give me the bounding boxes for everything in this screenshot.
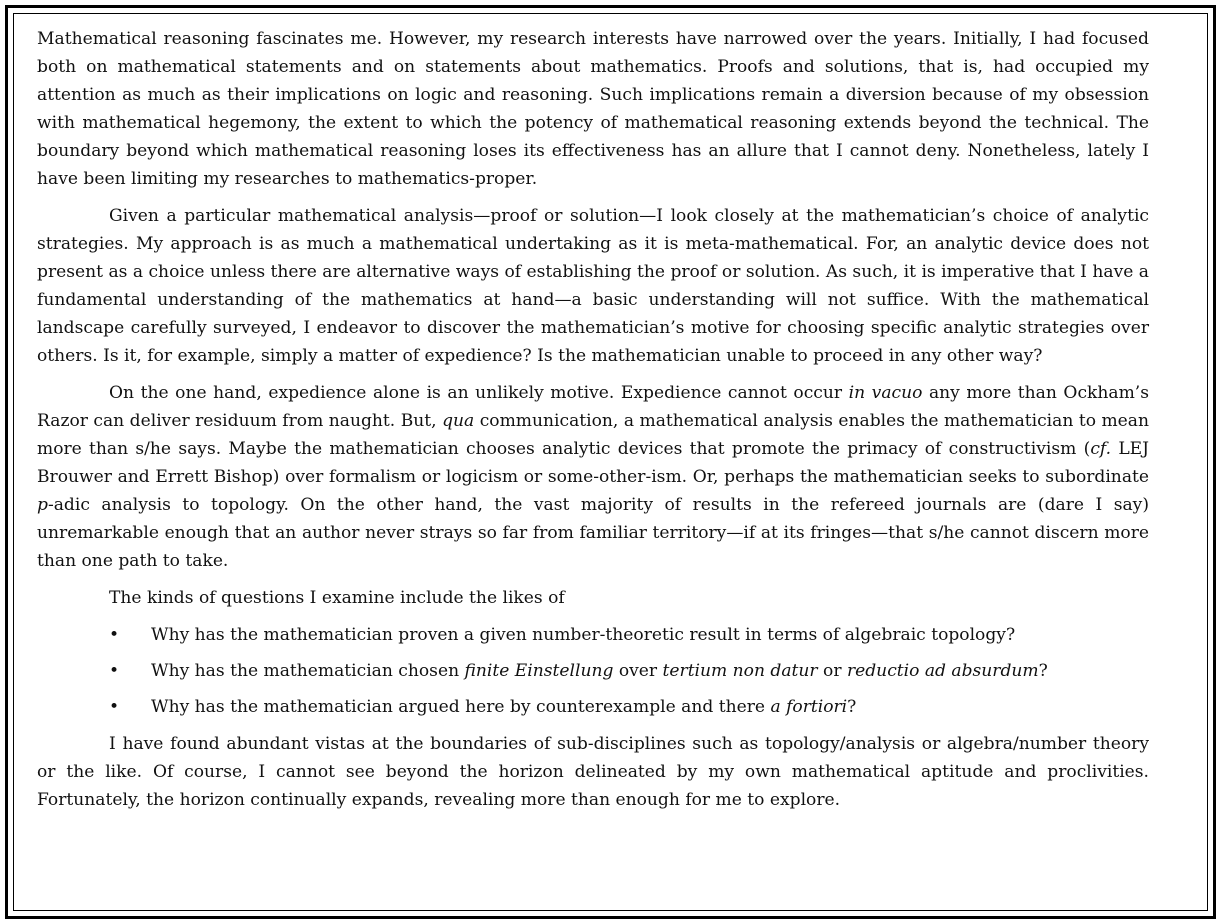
bullet-icon: •	[109, 625, 120, 645]
paragraph-3-italic-1: in vacuo	[848, 383, 923, 403]
question-2-text-3: or	[817, 661, 847, 681]
question-2-text-4: ?	[1038, 661, 1048, 681]
paragraph-4: The kinds of questions I examine include the likes of	[109, 588, 565, 608]
question-2-italic-2: tertium non datur	[662, 661, 818, 681]
question-2-italic-3: reductio ad absurdum	[846, 661, 1039, 681]
question-1-text: Why has the mathematician proven a given number-theoretic result in terms of algebraic topology?	[151, 625, 1016, 645]
question-list	[37, 621, 1149, 721]
paragraph-2: Given a particular mathematical analysis—proof or solution—I look closely at the mathematician’s choice of analytic strategies. My approach is as much a mathematical undertaking as it is meta-mathematical. For, an analytic device does not present as a choice unless there are alternative ways of establishing the proof or solution. As such, it is imperative that I have a fundamental understanding of the mathematics at hand—a basic understanding will not suffice. With the mathematical landscape carefully surveyed, I endeavor to discover the mathematician’s motive for choosing specific analytic strategies over others. Is it, for example, simply a matter of expedience? Is the mathematician unable to proceed in any other way?	[37, 206, 1149, 366]
paragraph-3-text-5: -adic analysis to topology. On the other hand, the vast majority of results in the refereed journals are (dare I say) unremarkable enough that an author never strays so far from familiar territory—if at its fringes—that s/he cannot discern more than one path to take.	[37, 495, 1149, 571]
question-3-text-1: Why has the mathematician argued here by counterexample and there	[151, 697, 771, 717]
paragraph-3-italic-4: p	[37, 495, 48, 515]
bullet-icon: •	[109, 697, 120, 717]
list-item	[37, 693, 1149, 721]
paragraph-3-text-3: communication, a mathematical analysis enables the mathematician to mean more than s/he says. Maybe the mathematician chooses analytic devices that promote the primacy of constructivism (	[37, 411, 1149, 459]
paragraph-3-text-4: LEJ Brouwer and Errett Bishop) over formalism or logicism or some-other-ism. Or, perhaps the mathematician seeks to subordinate	[37, 439, 1149, 487]
research-statement	[37, 25, 1149, 823]
paragraph-3-text-1: On the one hand, expedience alone is an unlikely motive. Expedience cannot occur	[109, 383, 849, 403]
paragraph-1: Mathematical reasoning fascinates me. However, my research interests have narrowed over the years. Initially, I had focused both on mathematical statements and on statements about mathematics. Proofs and solutions, that is, had occupied my attention as much as their implications on logic and reasoning. Such implications remain a diversion because of my obsession with mathematical hegemony, the extent to which the potency of mathematical reasoning extends beyond the technical. The boundary beyond which mathematical reasoning loses its effectiveness has an allure that I cannot deny. Nonetheless, lately I have been limiting my researches to mathematics-proper.	[37, 29, 1149, 189]
question-2-text-2: over	[613, 661, 663, 681]
list-item	[37, 657, 1149, 685]
paragraph-5: I have found abundant vistas at the boundaries of sub-disciplines such as topology/analysis or algebra/number theory or the like. Of course, I cannot see beyond the horizon delineated by my own mathematical aptitude and proclivities. Fortunately, the horizon continually expands, revealing more than enough for me to explore.	[37, 734, 1149, 810]
paragraph-3	[37, 379, 1149, 575]
question-3-text-2: ?	[847, 697, 857, 717]
paragraph-3-italic-2: qua	[442, 411, 475, 431]
list-item	[37, 621, 1149, 649]
question-2-italic-1: finite Einstellung	[464, 661, 614, 681]
question-2-text-1: Why has the mathematician chosen	[151, 661, 465, 681]
paragraph-3-text-2: any more than Ockham’s Razor can deliver residuum from naught. But,	[37, 383, 1149, 431]
question-3-italic-1: a fortiori	[770, 697, 848, 717]
bullet-icon: •	[109, 661, 120, 681]
paragraph-3-italic-3: cf.	[1090, 439, 1112, 459]
